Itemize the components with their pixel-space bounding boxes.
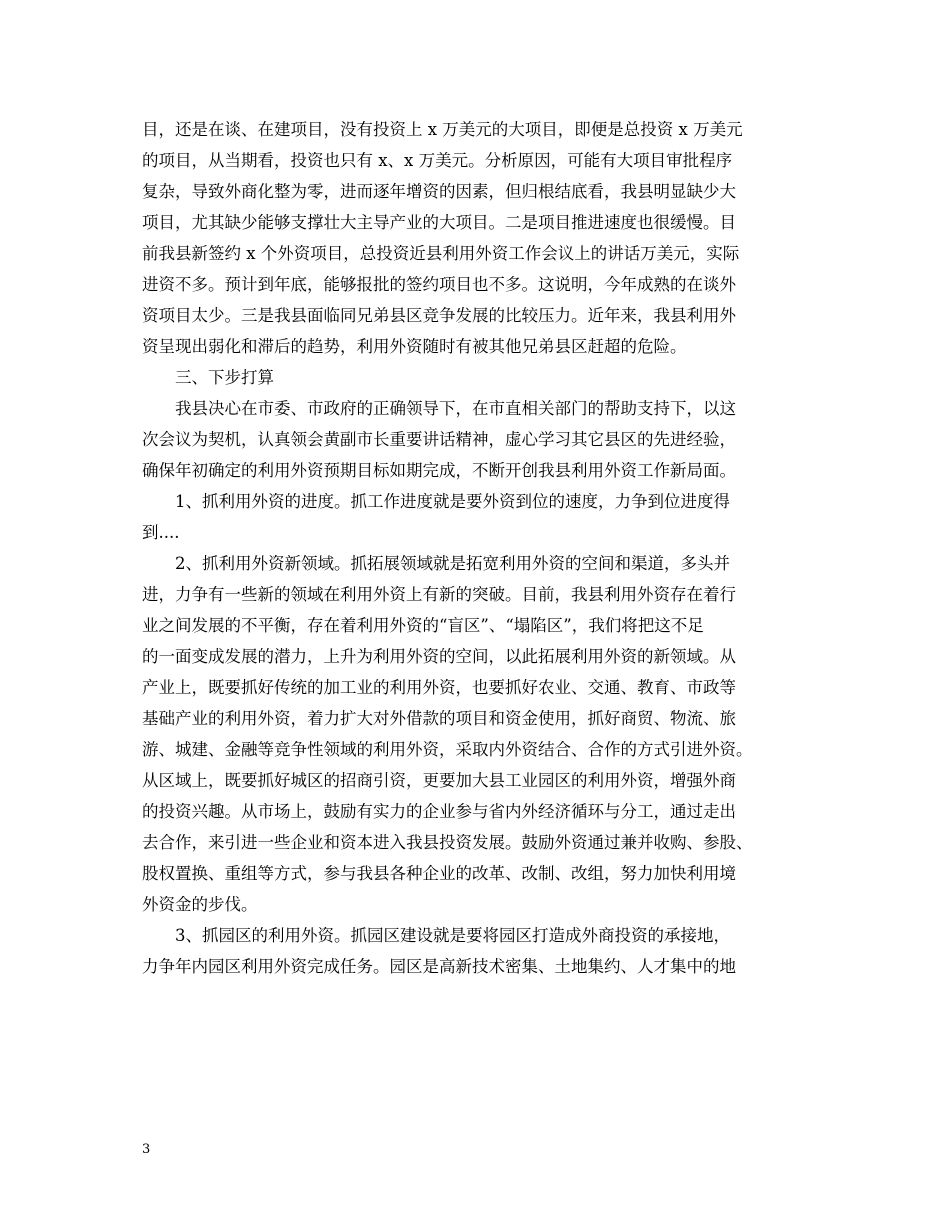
- text-line: 的投资兴趣。从市场上，鼓励有实力的企业参与省内外经济循环与分工，通过走出: [142, 802, 736, 821]
- text-line: 1、抓利用外资的进度。抓工作进度就是要外资到位的速度，力争到位进度得: [175, 492, 730, 511]
- text-line: 我县决心在市委、市政府的正确领导下，在市直相关部门的帮助支持下，以这: [175, 399, 736, 418]
- text-line: 外资金的步伐。: [142, 895, 258, 914]
- text-line: 去合作，来引进一些企业和资本进入我县投资发展。鼓励外资通过兼并收购、参股、: [142, 833, 753, 852]
- text-line: 2、抓利用外资新领域。抓拓展领域就是拓宽利用外资的空间和渠道，多头并: [175, 554, 730, 573]
- text-line: 业之间发展的不平衡，存在着利用外资的“盲区”、“塌陷区”，我们将把这不足: [142, 616, 704, 635]
- text-line: 游、城建、金融等竞争性领域的利用外资，采取内外资结合、合作的方式引进外资。: [142, 740, 753, 759]
- text-line: 进资不多。预计到年底，能够报批的签约项目也不多。这说明，今年成熟的在谈外: [142, 275, 736, 294]
- text-line: 股权置换、重组等方式，参与我县各种企业的改革、改制、改组，努力加快利用境: [142, 864, 736, 883]
- text-line: 的项目，从当期看，投资也只有 x、x 万美元。分析原因，可能有大项目审批程序: [142, 151, 733, 170]
- text-line: 产业上，既要抓好传统的加工业的利用外资，也要抓好农业、交通、教育、市政等: [142, 678, 736, 697]
- text-line: 目，还是在谈、在建项目，没有投资上 x 万美元的大项目，即便是总投资 x 万美元: [142, 120, 743, 139]
- document-body: [142, 114, 822, 982]
- text-line: 复杂，导致外商化整为零，进而逐年增资的因素，但归根结底看，我县明显缺少大: [142, 182, 736, 201]
- text-line: 3、抓园区的利用外资。抓园区建设就是要将园区打造成外商投资的承接地，: [175, 926, 730, 945]
- text-line: 资项目太少。三是我县面临同兄弟县区竞争发展的比较压力。近年来，我县利用外: [142, 306, 736, 325]
- text-line: 的一面变成发展的潜力，上升为利用外资的空间，以此拓展利用外资的新领域。从: [142, 647, 736, 666]
- text-line: 资呈现出弱化和滞后的趋势，利用外资随时有被其他兄弟县区赶超的危险。: [142, 337, 687, 356]
- text-line: 基础产业的利用外资，着力扩大对外借款的项目和资金使用，抓好商贸、物流、旅: [142, 709, 736, 728]
- text-line: 进，力争有一些新的领域在利用外资上有新的突破。目前，我县利用外资存在着行: [142, 585, 736, 604]
- text-line: 三、下步打算: [175, 368, 274, 387]
- page-number: 3: [142, 1142, 151, 1157]
- text-line: 确保年初确定的利用外资预期目标如期完成，不断开创我县利用外资工作新局面。: [142, 461, 736, 480]
- text-line: 从区域上，既要抓好城区的招商引资，更要加大县工业园区的利用外资，增强外商: [142, 771, 736, 790]
- text-line: 力争年内园区利用外资完成任务。园区是高新技术密集、土地集约、人才集中的地: [142, 957, 736, 976]
- text-line: 到....: [142, 523, 180, 542]
- text-line: 项目，尤其缺少能够支撑壮大主导产业的大项目。二是项目推进速度也很缓慢。目: [142, 213, 736, 232]
- text-line: 前我县新签约 x 个外资项目，总投资近县利用外资工作会议上的讲话万美元，实际: [142, 244, 740, 263]
- text-line: 次会议为契机，认真领会黄副市长重要讲话精神，虚心学习其它县区的先进经验，: [142, 430, 736, 449]
